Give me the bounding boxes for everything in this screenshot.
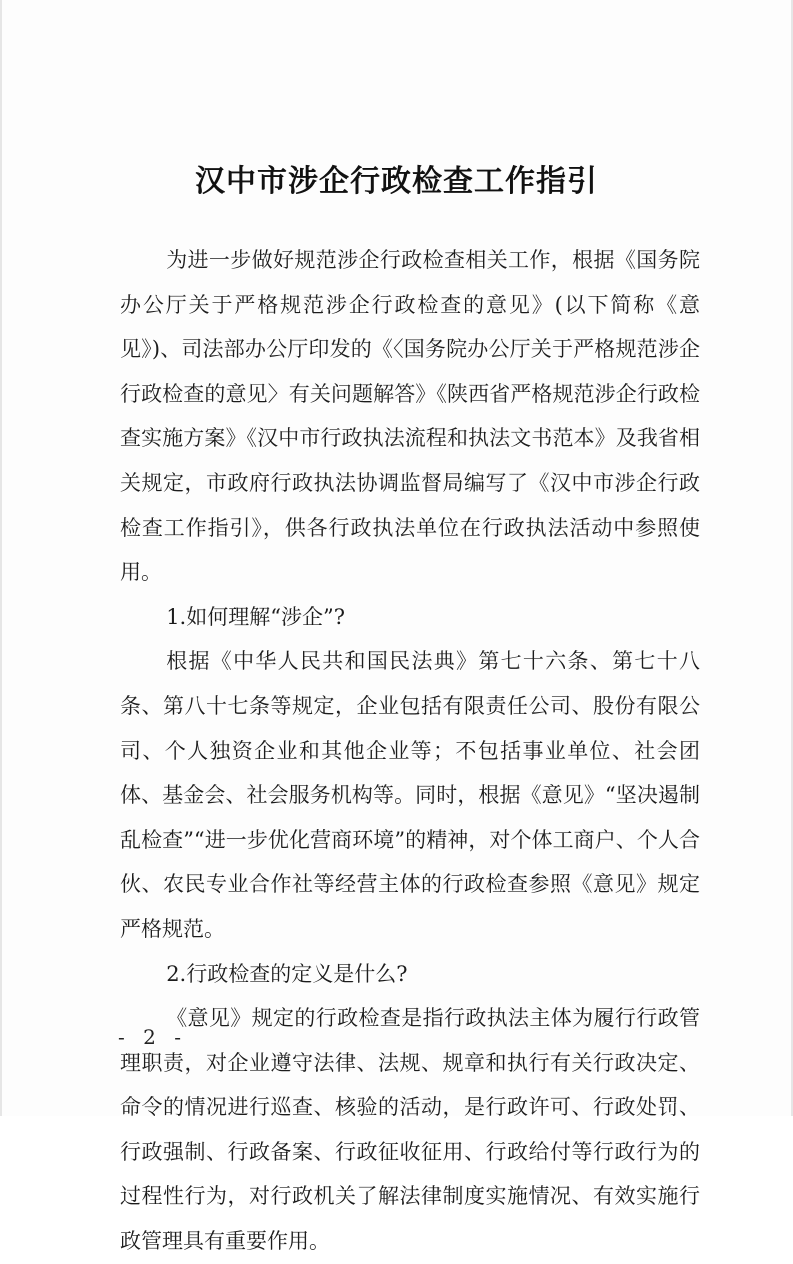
- document-body: [120, 238, 700, 1264]
- paragraph-intro: 为进一步做好规范涉企行政检查相关工作，根据《国务院办公厅关于严格规范涉企行政检查的意见》(以下简称《意见》)、司法部办公厅印发的《〈国务院办公厅关于严格规范涉企行政检查的意见〉有关问题解答》《陕西省严格规范涉企行政检查实施方案》《汉中市行政执法流程和执法文书范本》及我省相关规定，市政府行政执法协调监督局编写了《汉中市涉企行政检查工作指引》，供各行政执法单位在行政执法活动中参照使用。: [120, 248, 700, 585]
- section-heading-1: 1.如何理解“涉企”?: [166, 604, 345, 629]
- paragraph-section-1: 根据《中华人民共和国民法典》第七十六条、第七十八条、第八十七条等规定，企业包括有限责任公司、股份有限公司、个人独资企业和其他企业等；不包括事业单位、社会团体、基金会、社会服务机构等。同时，根据《意见》“坚决遏制乱检查”“进一步优化营商环境”的精神，对个体工商户、个人合伙、农民专业合作社等经营主体的行政检查参照《意见》规定严格规范。: [120, 649, 700, 941]
- document-title: 汉中市涉企行政检查工作指引: [195, 164, 598, 199]
- page-number: - 2 -: [118, 1025, 187, 1049]
- section-heading-2: 2.行政检查的定义是什么?: [166, 961, 408, 986]
- paragraph-section-2: 《意见》规定的行政检查是指行政执法主体为履行行政管理职责，对企业遵守法律、法规、规章和执行有关行政决定、命令的情况进行巡查、核验的活动，是行政许可、行政处罚、行政强制、行政备案、行政征收征用、行政给付等行政行为的过程性行为，对行政机关了解法律制度实施情况、有效实施行政管理具有重要作用。: [120, 1006, 700, 1254]
